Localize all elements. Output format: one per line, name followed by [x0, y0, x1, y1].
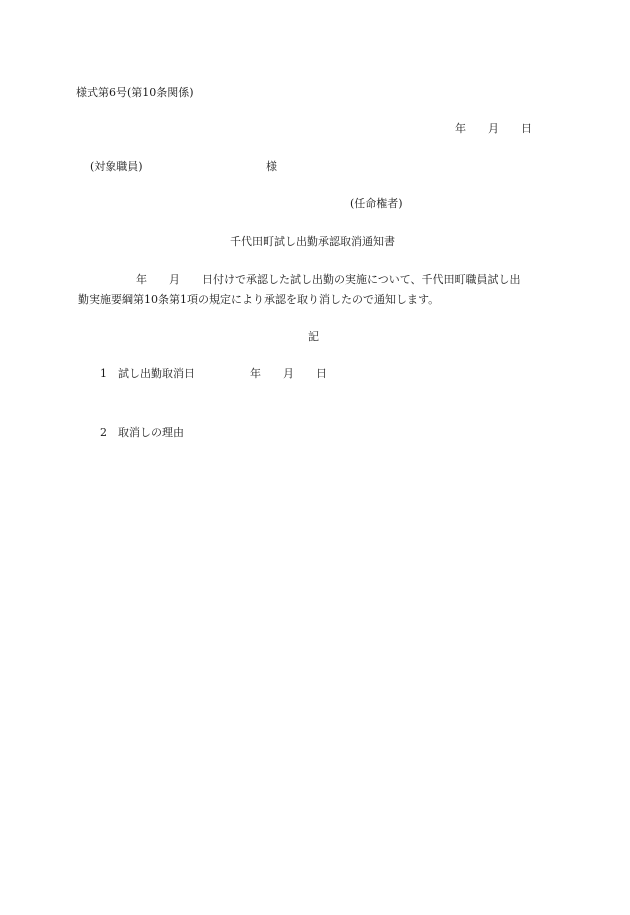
item-cancellation-date: 1 試し出勤取消日 年 月 日: [100, 367, 327, 380]
document-title: 千代田町試し出勤承認取消通知書: [230, 235, 395, 248]
body-text-line-2: 勤実施要綱第10条第1項の規定により承認を取り消したので通知します。: [78, 293, 440, 306]
form-number: 様式第6号(第10条関係): [76, 86, 194, 99]
ki-heading: 記: [308, 330, 319, 343]
date-line: 年 月 日: [455, 122, 532, 135]
body-text-line-1: 年 月 日付けで承認した試し出勤の実施について、千代田町職員試し出: [136, 273, 521, 286]
target-employee-label: (対象職員): [90, 160, 143, 173]
appointing-authority-label: (任命権者): [350, 197, 403, 210]
honorific: 様: [266, 160, 277, 173]
item-cancellation-reason: 2 取消しの理由: [100, 426, 184, 439]
